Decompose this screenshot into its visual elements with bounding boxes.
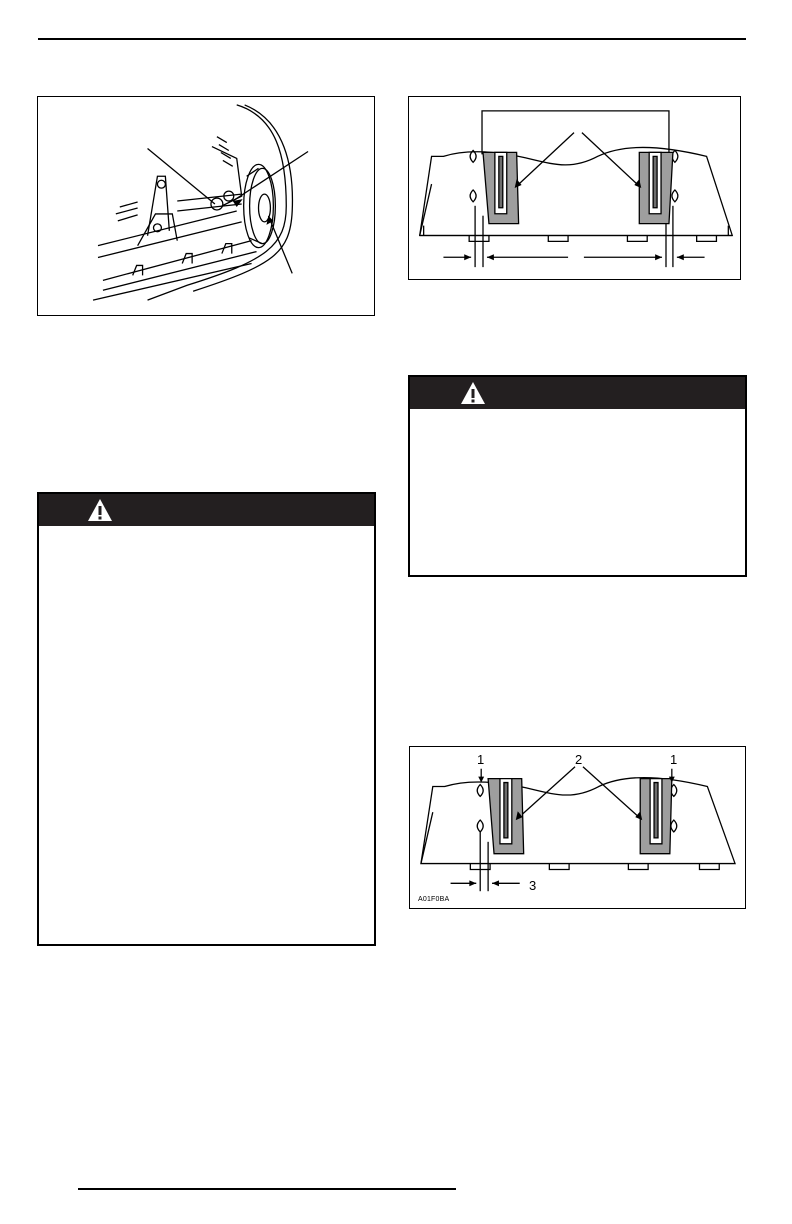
track-alignment-figure-top	[408, 96, 741, 280]
figure-code: A01F0BA	[418, 896, 450, 903]
callout-2: 2	[575, 752, 583, 767]
callout-1-right: 1	[670, 752, 678, 767]
callout-1-left: 1	[477, 752, 485, 767]
warning-header	[39, 494, 374, 526]
footer-rule	[78, 1188, 456, 1190]
suspension-wheel-figure	[37, 96, 375, 316]
track-alignment-figure-bottom	[409, 746, 746, 909]
warning-box-left	[37, 492, 376, 946]
warning-header	[410, 377, 745, 409]
header-rule	[38, 38, 746, 40]
track-slider-illustration-top	[409, 97, 740, 279]
track-slider-illustration-bottom	[410, 747, 745, 908]
warning-triangle-icon	[460, 381, 486, 405]
suspension-wheel-illustration	[38, 97, 374, 315]
callout-3: 3	[529, 878, 537, 893]
warning-triangle-icon	[87, 498, 113, 522]
warning-box-right	[408, 375, 747, 577]
